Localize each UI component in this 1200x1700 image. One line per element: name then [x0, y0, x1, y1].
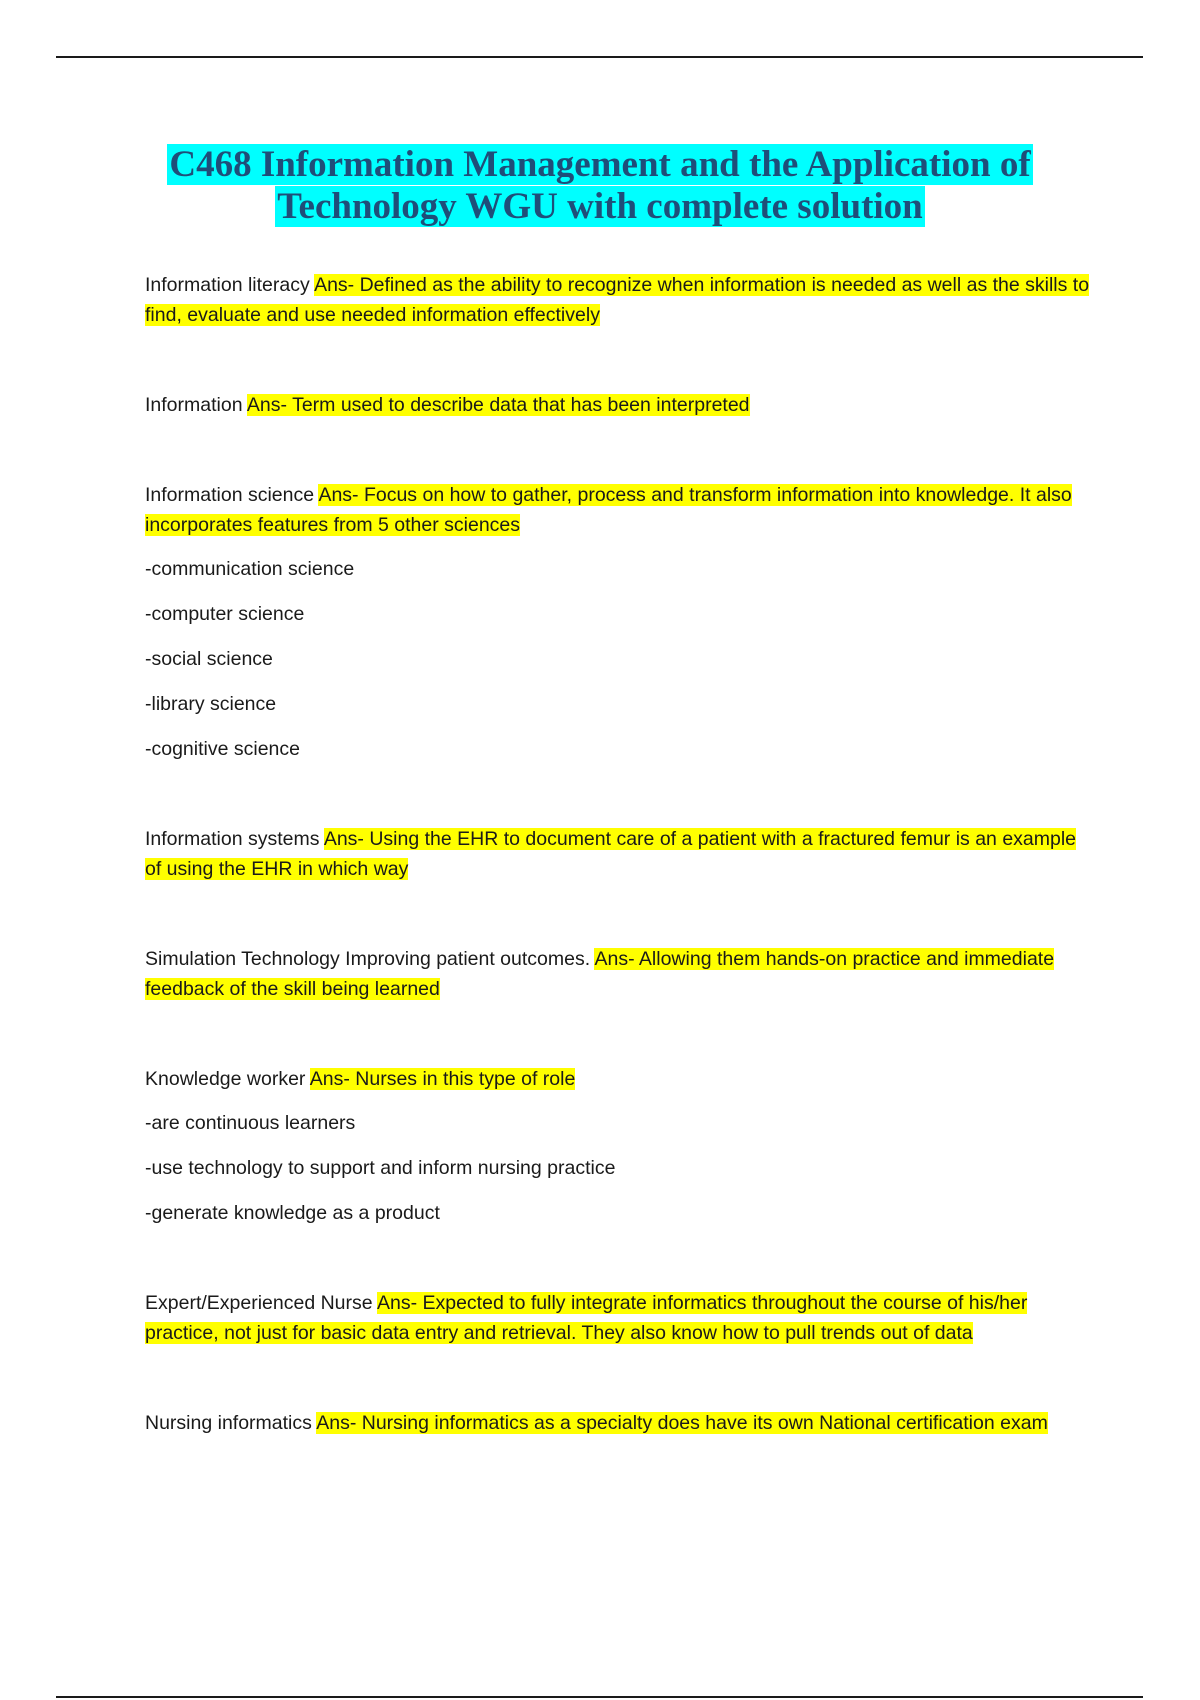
- entry-term: Information literacy: [145, 274, 310, 296]
- bottom-rule: [56, 1696, 1143, 1698]
- title-line-1: C468 Information Management and the Application of: [169, 144, 1031, 185]
- entry-answer: Ans- Expected to fully integrate informatics throughout the course of his/her practice, not just for basic data entry and retrieval. They also know how to pull trends out of data: [145, 1292, 1028, 1344]
- entry-answer: Ans- Term used to describe data that has been interpreted: [246, 394, 750, 416]
- entry-information-science: [145, 480, 1090, 540]
- entry-term: Information systems: [145, 828, 320, 850]
- entry-term: Information science: [145, 484, 315, 506]
- entry-answer: Ans- Focus on how to gather, process and transform information into knowledge. It also incorporates features from 5 other sciences: [145, 484, 1072, 536]
- entry-answer: Ans- Allowing them hands-on practice and immediate feedback of the skill being learned: [145, 948, 1055, 1000]
- document-title: [120, 144, 1080, 228]
- list-item: -library science: [145, 693, 277, 715]
- list-item: -use technology to support and inform nursing practice: [145, 1157, 616, 1179]
- entry-answer: Ans- Nursing informatics as a specialty does have its own National certification exam: [316, 1412, 1048, 1434]
- entry-knowledge-worker: [145, 1064, 1090, 1094]
- title-line-2: Technology WGU with complete solution: [277, 186, 923, 227]
- list-item: -cognitive science: [145, 738, 300, 760]
- entry-term: Knowledge worker: [145, 1068, 306, 1090]
- document-body: [145, 270, 1090, 1438]
- entry-expert-nurse: [145, 1288, 1090, 1348]
- entry-information: [145, 390, 1090, 420]
- top-rule: [56, 56, 1143, 58]
- entry-answer: Ans- Defined as the ability to recognize when information is needed as well as the skills to find, evaluate and use needed information effectively: [145, 274, 1090, 326]
- list-item: -communication science: [145, 558, 355, 580]
- entry-term: Simulation Technology Improving patient outcomes.: [145, 948, 591, 970]
- list-item: -are continuous learners: [145, 1112, 356, 1134]
- entry-term: Nursing informatics: [145, 1412, 312, 1434]
- entry-nursing-informatics: [145, 1408, 1090, 1438]
- list-item: -social science: [145, 648, 273, 670]
- entry-term: Information: [145, 394, 243, 416]
- entry-term: Expert/Experienced Nurse: [145, 1292, 373, 1314]
- list-item: -computer science: [145, 603, 305, 625]
- entry-answer: Ans- Using the EHR to document care of a patient with a fractured femur is an example of using the EHR in which way: [145, 828, 1077, 880]
- entry-answer: Ans- Nurses in this type of role: [309, 1068, 576, 1090]
- entry-simulation-technology: [145, 944, 1090, 1004]
- list-item: -generate knowledge as a product: [145, 1202, 440, 1224]
- entry-information-systems: [145, 824, 1090, 884]
- entry-information-literacy: [145, 270, 1090, 330]
